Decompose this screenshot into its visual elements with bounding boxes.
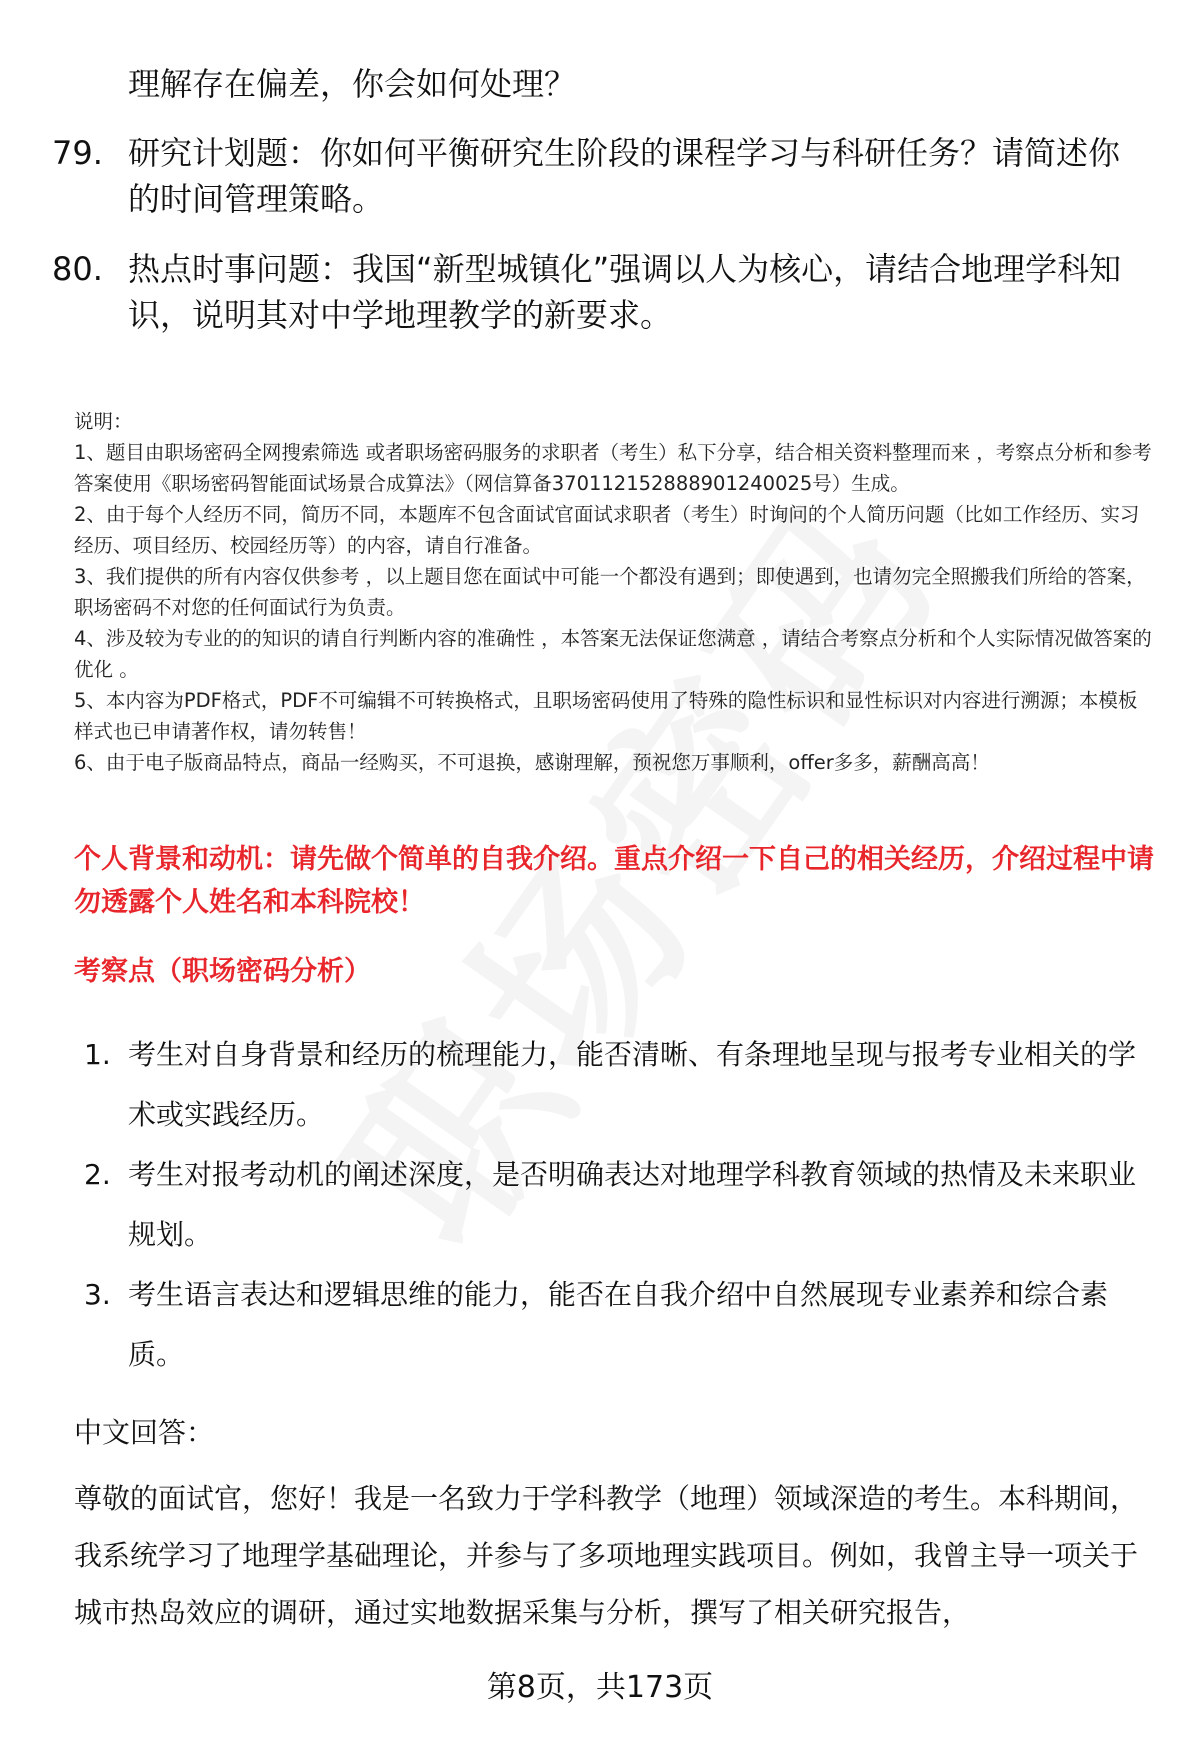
question-text: 研究计划题：你如何平衡研究生阶段的课程学习与科研任务？请简述你的时间管理策略。 xyxy=(128,134,1121,218)
page-number: 第8页，共173页 xyxy=(486,1670,714,1705)
list-item xyxy=(84,1025,1154,1145)
note-item: 6、由于电子版商品特点，商品一经购买，不可退换，感谢理解，预祝您万事顺利，offer多多，薪酬高高！ xyxy=(74,751,990,774)
notes-title: 说明： xyxy=(74,410,133,433)
note-item: 5、本内容为PDF格式，PDF不可编辑不可转换格式，且职场密码使用了特殊的隐性标识和显性标识对内容进行溯源；本模板样式也已申请著作权，请勿转售！ xyxy=(74,689,1138,743)
question-text: 热点时事问题：我国“新型城镇化”强调以人为核心，请结合地理学科知识，说明其对中学地理教学的新要求。 xyxy=(128,250,1122,334)
list-item-number: 3. xyxy=(84,1278,111,1311)
section-question-heading: 个人背景和动机：请先做个简单的自我介绍。重点介绍一下自己的相关经历，介绍过程中请勿透露个人姓名和本科院校！ xyxy=(74,844,1154,918)
points-heading: 考察点（职场密码分析） xyxy=(74,956,371,987)
list-item xyxy=(84,1145,1154,1265)
answer-heading: 中文回答： xyxy=(74,1416,215,1449)
note-item: 2、由于每个人经历不同，简历不同，本题库不包含面试官面试求职者（考生）时询问的个人简历问题（比如工作经历、实习经历、项目经历、校园经历等）的内容，请自行准备。 xyxy=(74,503,1140,557)
list-item xyxy=(84,1265,1154,1385)
list-item-number: 2. xyxy=(84,1158,111,1191)
question-continuation: 理解存在偏差，你会如何处理？ xyxy=(128,65,577,103)
list-item-text: 考生语言表达和逻辑思维的能力，能否在自我介绍中自然展现专业素养和综合素质。 xyxy=(128,1278,1109,1371)
assessment-points-list xyxy=(84,1025,1154,1385)
list-item-text: 考生对报考动机的阐述深度，是否明确表达对地理学科教育领域的热情及未来职业规划。 xyxy=(128,1158,1137,1251)
question-number: 80. xyxy=(52,250,103,288)
note-item: 1、题目由职场密码全网搜索筛选 或者职场密码服务的求职者（考生）私下分享，结合相关资料整理而来 ，考察点分析和参考答案使用《职场密码智能面试场景合成算法》（网信算备370112152888901240025号）生成。 xyxy=(74,441,1152,495)
list-item-number: 1. xyxy=(84,1038,111,1071)
question-number: 79. xyxy=(52,134,103,172)
notes-section xyxy=(74,406,1154,778)
answer-text: 尊敬的面试官，您好！我是一名致力于学科教学（地理）领域深造的考生。本科期间，我系统学习了地理学基础理论，并参与了多项地理实践项目。例如，我曾主导一项关于城市热岛效应的调研，通过实地数据采集与分析，撰写了相关研究报告， xyxy=(74,1482,1139,1629)
note-item: 3、我们提供的所有内容仅供参考 ，以上题目您在面试中可能一个都没有遇到；即使遇到，也请勿完全照搬我们所给的答案，职场密码不对您的任何面试行为负责。 xyxy=(74,565,1146,619)
list-item-text: 考生对自身背景和经历的梳理能力，能否清晰、有条理地呈现与报考专业相关的学术或实践经历。 xyxy=(128,1038,1137,1131)
note-item: 4、涉及较为专业的的知识的请自行判断内容的准确性 ，本答案无法保证您满意 ，请结合考察点分析和个人实际情况做答案的优化 。 xyxy=(74,627,1152,681)
